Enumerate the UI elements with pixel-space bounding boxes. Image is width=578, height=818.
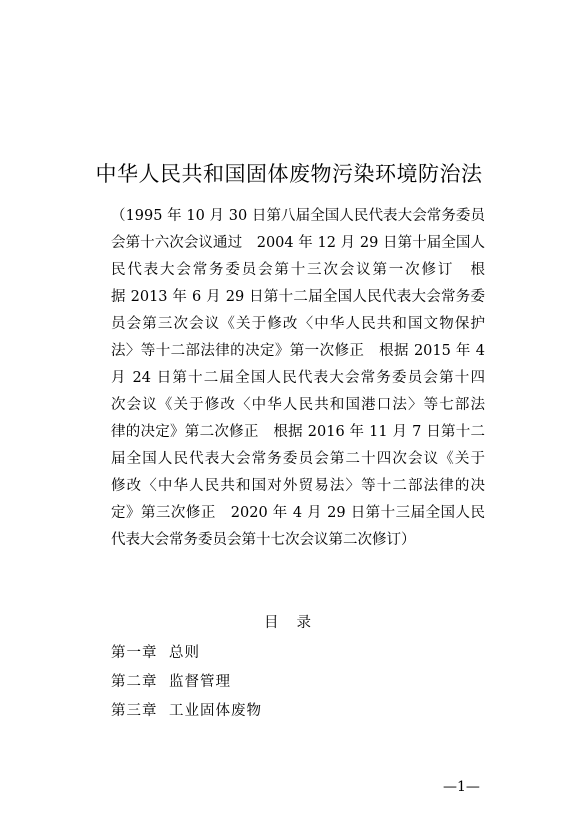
document-title: 中华人民共和国固体废物污染环境防治法 — [95, 162, 483, 186]
preamble-line: 修改〈中华人民共和国对外贸易法〉等十二部法律的决 — [111, 478, 485, 494]
preamble-line: 定》第三次修正 2020 年 4 月 29 日第十三届全国人民 — [111, 505, 485, 521]
preamble-line: 据 2013 年 6 月 29 日第十二届全国人民代表大会常务委 — [111, 289, 485, 305]
preamble-line: 民代表大会常务委员会第十三次会议第一次修订 根 — [111, 262, 485, 278]
preamble-line: 月 24 日第十二届全国人民代表大会常务委员会第十四 — [111, 370, 485, 386]
toc-item — [111, 641, 200, 662]
preamble-line: 代表大会常务委员会第十七次会议第二次修订） — [111, 532, 416, 548]
toc-item — [111, 699, 262, 720]
toc-chapter-name: 工业固体废物 — [169, 703, 262, 719]
toc-chapter-name: 总则 — [169, 645, 200, 661]
toc-chapter-name: 监督管理 — [169, 674, 231, 690]
toc-item — [111, 670, 231, 691]
preamble-line: 员会第三次会议《关于修改〈中华人民共和国文物保护 — [111, 316, 485, 332]
toc-chapter-number: 第一章 — [111, 645, 158, 661]
toc-chapter-number: 第三章 — [111, 703, 158, 719]
preamble-line: 律的决定》第二次修正 根据 2016 年 11 月 7 日第十二 — [111, 424, 485, 440]
toc-heading: 目录 — [264, 615, 329, 631]
preamble-line: 次会议《关于修改〈中华人民共和国港口法〉等七部法 — [111, 397, 485, 413]
preamble-line: 法〉等十二部法律的决定》第一次修正 根据 2015 年 4 — [111, 343, 485, 359]
preamble-line: 会第十六次会议通过 2004 年 12 月 29 日第十届全国人 — [111, 235, 485, 251]
preamble-line: （1995 年 10 月 30 日第八届全国人民代表大会常务委员 — [111, 208, 485, 224]
page-number: —1— — [443, 779, 480, 795]
toc-chapter-number: 第二章 — [111, 674, 158, 690]
preamble-line: 届全国人民代表大会常务委员会第二十四次会议《关于 — [111, 451, 485, 467]
